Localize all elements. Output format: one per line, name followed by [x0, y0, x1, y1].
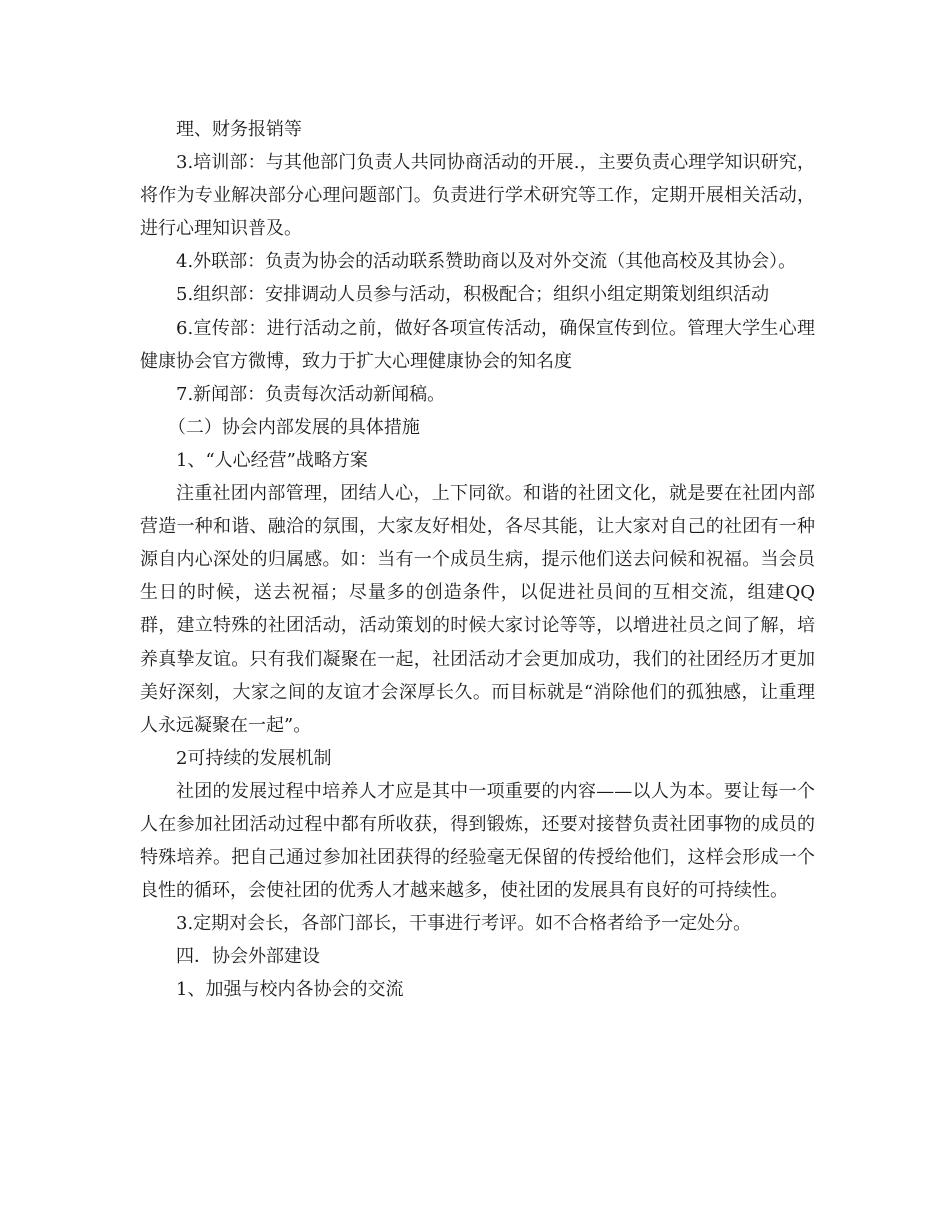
- document-body: [140, 113, 815, 1007]
- paragraph-evaluation: 3.定期对会长，各部门部长，干事进行考评。如不合格者给予一定处分。: [176, 913, 752, 935]
- paragraph-organization-dept: 5.组织部：安排调动人员参与活动，积极配合；组织小组定期策划组织活动: [176, 284, 770, 306]
- paragraph-finance-continuation: 理、财务报销等: [176, 119, 302, 140]
- paragraph-sustainable-mechanism: 社团的发展过程中培养人才应是其中一项重要的内容——以人为本。要让每一个人在参加社团活动过程中都有所收获，得到锻炼，还要对接替负责社团事物的成员的特殊培养。把自己通过参加社团获得的经验毫无保留的传授给他们，这样会形成一个良性的循环，会使社团的优秀人才越来越多，使社团的发展具有良好的可持续性。: [140, 780, 815, 902]
- paragraph-external-dept: 4.外联部：负责为协会的活动联系赞助商以及对外交流（其他高校及其协会）。: [176, 251, 797, 273]
- section-heading-internal-measures: （二）协会内部发展的具体措施: [167, 416, 420, 438]
- paragraph-news-dept: 7.新闻部：负责每次活动新闻稿。: [176, 383, 446, 405]
- subheading-sustainable-mechanism: 2可持续的发展机制: [176, 747, 332, 769]
- section-heading-external: 四．协会外部建设: [176, 946, 320, 968]
- subheading-campus-exchange: 1、加强与校内各协会的交流: [176, 979, 404, 1001]
- subheading-people-strategy: 1、“人心经营”战略方案: [176, 449, 368, 471]
- paragraph-people-strategy: 注重社团内部管理，团结人心，上下同欲。和谐的社团文化，就是要在社团内部营造一种和谐、融洽的氛围，大家友好相处，各尽其能，让大家对自己的社团有一种源自内心深处的归属感。如：当有一个成员生病，提示他们送去问候和祝福。当会员生日的时候，送去祝福；尽量多的创造条件，以促进社员间的互相交流，组建QQ群，建立特殊的社团活动，活动策划的时候大家讨论等等，以增进社员之间了解，培养真挚友谊。只有我们凝聚在一起，社团活动才会更加成功，我们的社团经历才更加美好深刻，大家之间的友谊才会深厚长久。而目标就是“消除他们的孤独感，让重理人永远凝聚在一起”。: [140, 483, 815, 736]
- paragraph-publicity-dept: 6.宣传部：进行活动之前，做好各项宣传活动，确保宣传到位。管理大学生心理健康协会官方微博，致力于扩大心理健康协会的知名度: [140, 317, 815, 372]
- paragraph-training-dept: 3.培训部：与其他部门负责人共同协商活动的开展.，主要负责心理学知识研究，将作为专业解决部分心理问题部门。负责进行学术研究等工作，定期开展相关活动，进行心理知识普及。: [140, 152, 815, 240]
